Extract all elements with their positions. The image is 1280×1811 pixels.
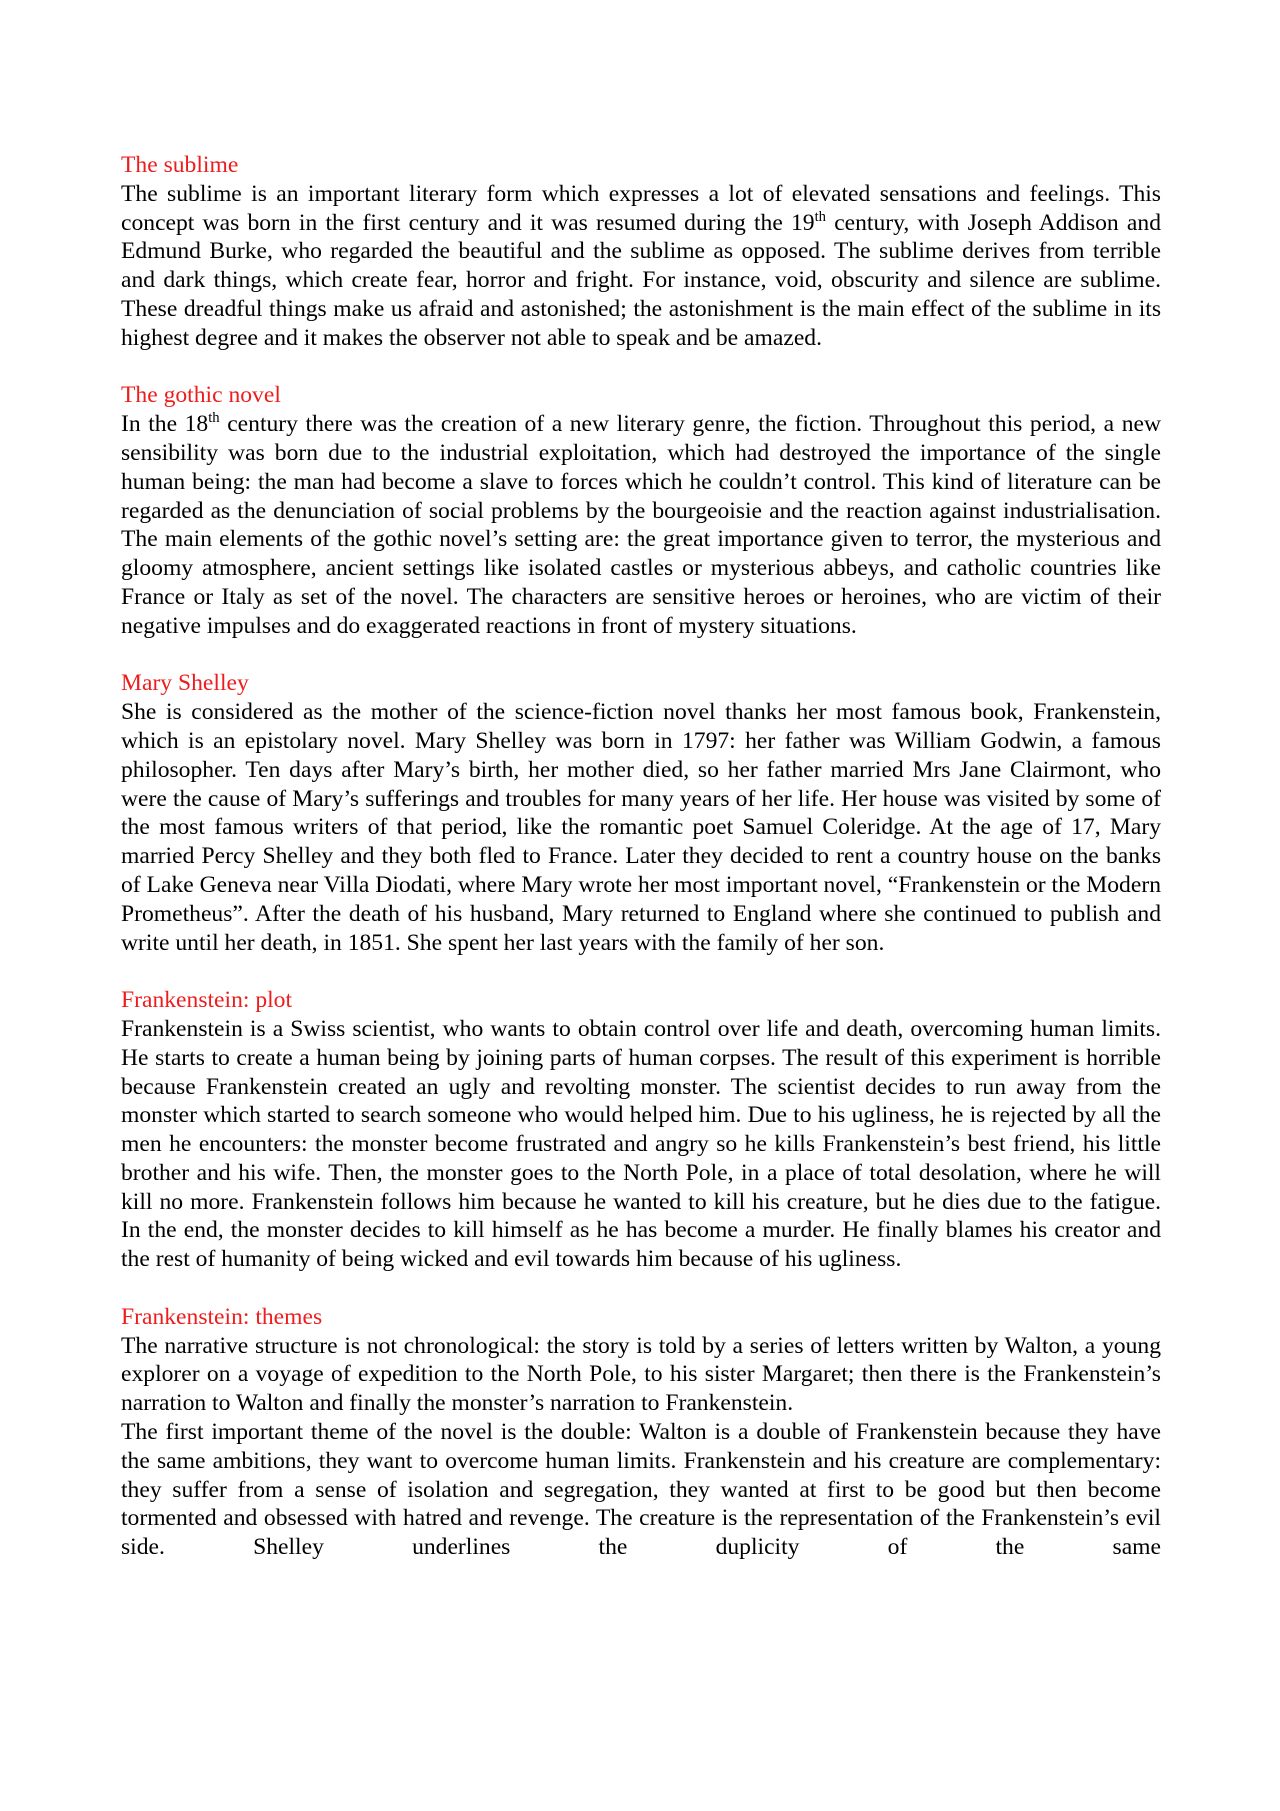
text-run: century there was the creation of a new literary genre, the fiction. Throughout this period, a new sensibility was born due to the industrial exploitation, which had destroyed the importance of the single human being: the man had become a slave to forces which he couldn’t control. This kind of literature can be regarded as the denunciation of social problems by the bourgeoisie and the reaction against industrialisation. The main elements of the gothic novel’s setting are: the great importance given to terror, the mysterious and gloomy atmosphere, ancient settings like isolated castles or mysterious abbeys, and catholic countries like France or Italy as set of the novel. The characters are sensitive heroes or heroines, who are victim of their negative impulses and do exaggerated reactions in front of mystery situations. <box>121 411 1161 639</box>
heading-frankenstein-themes: Frankenstein: themes <box>121 1303 323 1330</box>
paragraph-sublime <box>121 180 1161 353</box>
heading-gothic-novel: The gothic novel <box>121 382 281 409</box>
paragraph-frankenstein-plot: Frankenstein is a Swiss scientist, who wants to obtain control over life and death, overcoming human limits. He starts to create a human being by joining parts of human corpses. The result of this experiment is horrible because Frankenstein created an ugly and revolting monster. The scientist decides to run away from the monster which started to search someone who would helped him. Due to his ugliness, he is rejected by all the men he encounters: the monster become frustrated and angry so he kills Frankenstein’s best friend, his little brother and his wife. Then, the monster goes to the North Pole, in a place of total desolation, where he will kill no more. Frankenstein follows him because he wanted to kill his creature, but he dies due to the fatigue. In the end, the monster decides to kill himself as he has become a murder. He finally blames his creator and the rest of humanity of being wicked and evil towards him because of his ugliness. <box>121 1015 1161 1273</box>
section-gothic-novel <box>121 381 1161 640</box>
document-page <box>121 151 1161 1591</box>
text-run: In the 18 <box>121 411 209 438</box>
paragraph-mary-shelley: She is considered as the mother of the science-fiction novel thanks her most famous book, Frankenstein, which is an epistolary novel. Mary Shelley was born in 1797: her father was William Godwin, a famous philosopher. Ten days after Mary’s birth, her mother died, so her father married Mrs Jane Clairmont, who were the cause of Mary’s sufferings and troubles for many years of her life. Her house was visited by some of the most famous writers of that period, like the romantic poet Samuel Coleridge. At the age of 17, Mary married Percy Shelley and they both fled to France. Later they decided to rent a country house on the banks of Lake Geneva near Villa Diodati, where Mary wrote her most important novel, “Frankenstein or the Modern Prometheus”. After the death of his husband, Mary returned to England where she continued to publish and write until her death, in 1851. She spent her last years with the family of her son. <box>121 699 1161 956</box>
superscript: th <box>814 208 826 225</box>
heading-sublime: The sublime <box>121 152 239 178</box>
text-run: century, with Joseph Addison and Edmund Burke, who regarded the beautiful and the sublime as opposed. The sublime derives from terrible and dark things, which create fear, horror and fright. For instance, void, obscurity and silence are sublime. These dreadful things make us afraid and astonished; the astonishment is the main effect of the sublime in its highest degree and it makes the observer not able to speak and be amazed. <box>121 209 1161 351</box>
paragraph-gothic-novel <box>121 410 1161 640</box>
section-sublime <box>121 151 1161 353</box>
heading-mary-shelley: Mary Shelley <box>121 670 249 697</box>
paragraph-themes-double: The first important theme of the novel is the double: Walton is a double of Frankenstein because they have the same ambitions, they want to overcome human limits. Frankenstein and his creature are complementary: they suffer from a sense of isolation and segregation, they wanted at first to be good but then become tormented and obsessed with hatred and revenge. The creature is the representation of the Frankenstein’s evil side. Shelley underlines the duplicity of the same <box>121 1419 1161 1561</box>
heading-frankenstein-plot: Frankenstein: plot <box>121 987 293 1014</box>
superscript: th <box>208 410 220 427</box>
section-frankenstein-themes <box>121 1303 1161 1562</box>
section-frankenstein-plot <box>121 986 1161 1274</box>
text-run: The sublime is an important literary form which expresses a lot of elevated sensations and feelings. This concept was born in the first century and it was resumed during the 19 <box>121 180 1161 236</box>
section-mary-shelley <box>121 669 1161 957</box>
paragraph-themes-structure: The narrative structure is not chronological: the story is told by a series of letters written by Walton, a young explorer on a voyage of expedition to the North Pole, to his sister Margaret; then there is the Frankenstein’s narration to Walton and finally the monster’s narration to Frankenstein. <box>121 1332 1161 1417</box>
